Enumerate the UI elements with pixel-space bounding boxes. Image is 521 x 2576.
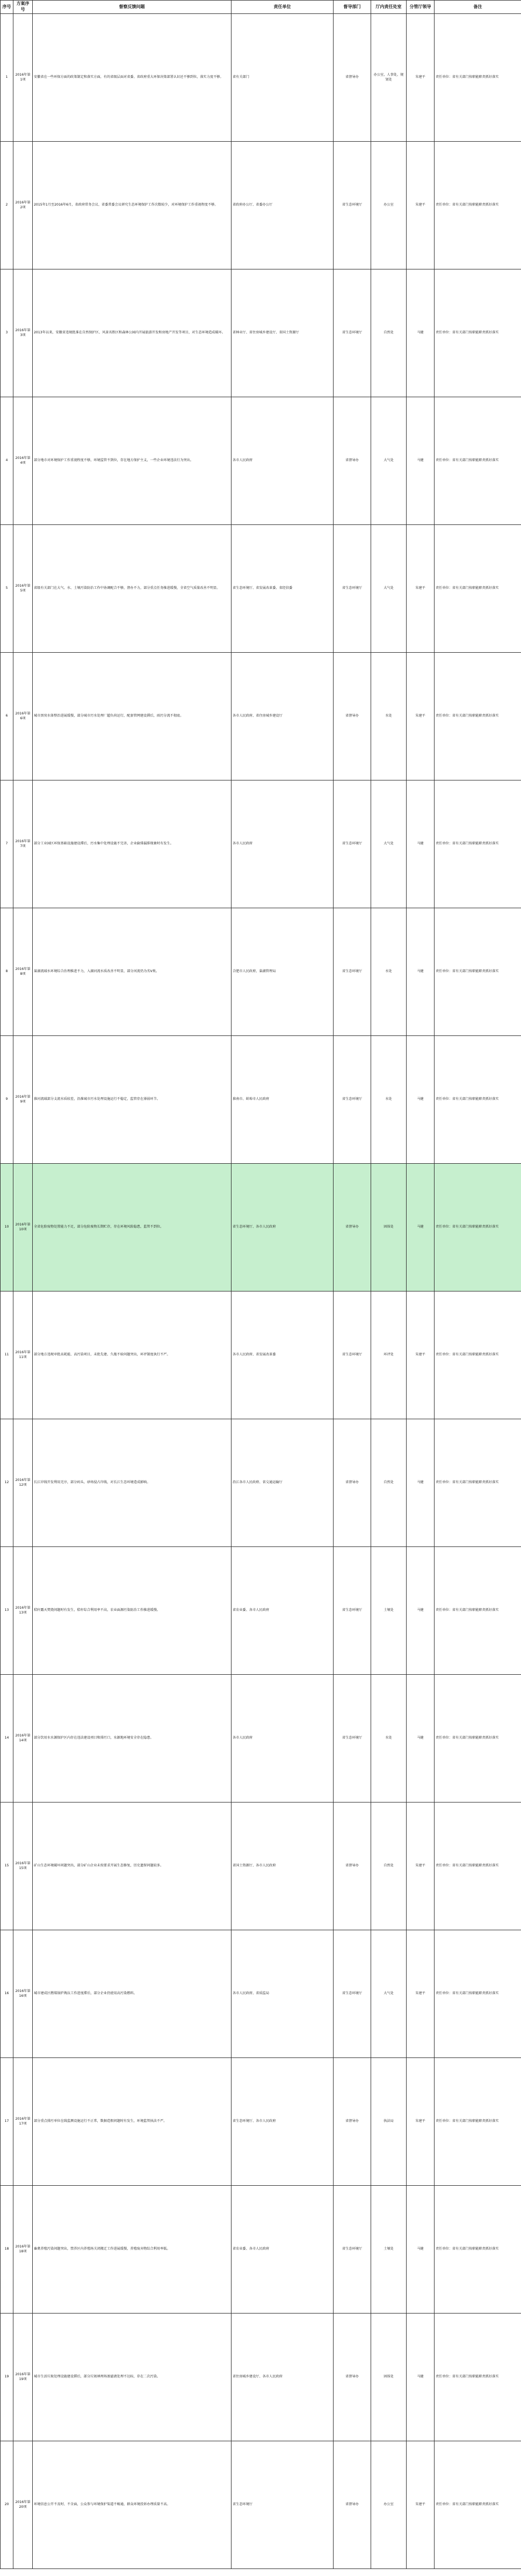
cell-office: 固体处 <box>371 1164 407 1291</box>
cell-responsible-unit: 省生态环境厅、各市人民政府 <box>231 2058 334 2186</box>
cell-leader: 马健 <box>407 2186 435 2314</box>
cell-leader: 朱建平 <box>407 14 435 142</box>
cell-responsible-unit: 省农业委、各市人民政府 <box>231 1547 334 1675</box>
cell-issue: 部分地市对环境保护工作重视程度不够，环境监管不到位，存在地方保护主义，一些企业环境违法行为突出。 <box>33 397 231 525</box>
cell-remark: 责任单位：省有关部门按职能职责抓好落实 <box>435 2441 521 2569</box>
cell-seq: 17 <box>1 2058 13 2186</box>
cell-plan-no: 2016年第18项 <box>13 2186 33 2314</box>
table-row <box>1 1164 521 1291</box>
header-office: 厅内责任处室 <box>371 1 407 14</box>
cell-remark: 责任单位：省有关部门按职能职责抓好落实 <box>435 1930 521 2058</box>
table-row <box>1 908 521 1036</box>
cell-leader: 朱建平 <box>407 1803 435 1930</box>
cell-leader: 朱建平 <box>407 2058 435 2186</box>
cell-plan-no: 2016年第16项 <box>13 1930 33 2058</box>
cell-issue: 部分饮用水水源保护区内存在违法建设项目和排污口，水源地环境安全存在隐患。 <box>33 1675 231 1803</box>
table-row <box>1 2186 521 2314</box>
cell-issue: 部分地方违规审批高耗能、高污染项目，未批先建、久拖不验问题突出，环评制度执行不严。 <box>33 1291 231 1419</box>
cell-seq: 9 <box>1 1036 13 1164</box>
cell-remark: 责任单位：省有关部门按职能职责抓好落实 <box>435 2186 521 2314</box>
cell-supervising-dept: 省生态环境厅 <box>334 1930 371 2058</box>
cell-office: 水处 <box>371 1036 407 1164</box>
cell-office: 水处 <box>371 908 407 1036</box>
cell-leader: 马健 <box>407 1675 435 1803</box>
header-leader: 分管厅领导 <box>407 1 435 14</box>
table-row <box>1 2314 521 2441</box>
cell-responsible-unit: 各市人民政府、省质监局 <box>231 1930 334 2058</box>
cell-seq: 15 <box>1 1803 13 1930</box>
cell-leader: 朱建平 <box>407 2441 435 2569</box>
cell-leader: 朱建平 <box>407 1291 435 1419</box>
cell-issue: 长江岸线开发利用无序，部分码头、砂场侵占岸线，对长江生态环境造成影响。 <box>33 1419 231 1547</box>
cell-leader: 马健 <box>407 1164 435 1291</box>
cell-supervising-dept: 省督导办 <box>334 14 371 142</box>
header-responsible-unit: 责任单位 <box>231 1 334 14</box>
cell-plan-no: 2016年第5项 <box>13 525 33 653</box>
cell-office: 水处 <box>371 653 407 780</box>
cell-supervising-dept: 省督导办 <box>334 2314 371 2441</box>
cell-remark: 责任单位：省有关部门按职能职责抓好落实 <box>435 2314 521 2441</box>
cell-leader: 马健 <box>407 780 435 908</box>
cell-plan-no: 2016年第12项 <box>13 1419 33 1547</box>
cell-remark: 责任单位：省有关部门按职能职责抓好落实 <box>435 269 521 397</box>
cell-seq: 1 <box>1 14 13 142</box>
cell-office: 办公室 <box>371 142 407 269</box>
header-seq: 序号 <box>1 1 13 14</box>
cell-plan-no: 2016年第4项 <box>13 397 33 525</box>
cell-seq: 20 <box>1 2441 13 2569</box>
cell-leader: 马健 <box>407 269 435 397</box>
cell-responsible-unit: 各市人民政府 <box>231 780 334 908</box>
cell-remark: 责任单位：省有关部门按职能职责抓好落实 <box>435 1419 521 1547</box>
cell-seq: 14 <box>1 1675 13 1803</box>
cell-plan-no: 2016年第19项 <box>13 2314 33 2441</box>
table-row <box>1 142 521 269</box>
cell-responsible-unit: 省林业厅、省住房城乡建设厅、省国土资源厅 <box>231 269 334 397</box>
table-row <box>1 653 521 780</box>
header-remark: 备注 <box>435 1 521 14</box>
cell-supervising-dept: 省督导办 <box>334 653 371 780</box>
cell-issue: 巢湖流域水环境综合治理推进不力，入湖河流水质改善不明显，部分河流仍为劣V类。 <box>33 908 231 1036</box>
cell-plan-no: 2016年第11项 <box>13 1291 33 1419</box>
table-row <box>1 780 521 908</box>
cell-seq: 4 <box>1 397 13 525</box>
cell-issue: 省级有关部门在大气、水、土壤污染防治工作中协调配合不够，督办不力，部分重点任务推进缓慢，全省空气质量改善不明显。 <box>33 525 231 653</box>
cell-plan-no: 2016年第6项 <box>13 653 33 780</box>
table-row <box>1 1675 521 1803</box>
cell-leader: 朱建平 <box>407 525 435 653</box>
cell-leader: 马健 <box>407 908 435 1036</box>
cell-remark: 责任单位：省有关部门按职能职责抓好落实 <box>435 1036 521 1164</box>
cell-supervising-dept: 省生态环境厅 <box>334 1675 371 1803</box>
table-row <box>1 397 521 525</box>
cell-leader: 朱建平 <box>407 1930 435 2058</box>
cell-issue: 2015年1月至2016年6月，省政府常务会议、省委常委会议研究生态环境保护工作次数较少，对环境保护工作重视程度不够。 <box>33 142 231 269</box>
cell-issue: 淮河流域部分支流水质较差，沿淮城市污水处理设施运行不稳定，监管存在薄弱环节。 <box>33 1036 231 1164</box>
cell-seq: 16 <box>1 1930 13 2058</box>
cell-office: 大气处 <box>371 780 407 908</box>
cell-responsible-unit: 各市人民政府、省住房城乡建设厅 <box>231 653 334 780</box>
table-row <box>1 1291 521 1419</box>
cell-plan-no: 2016年第14项 <box>13 1675 33 1803</box>
cell-remark: 责任单位：省有关部门按职能职责抓好落实 <box>435 142 521 269</box>
cell-responsible-unit: 各市人民政府 <box>231 1675 334 1803</box>
cell-seq: 12 <box>1 1419 13 1547</box>
cell-plan-no: 2016年第20项 <box>13 2441 33 2569</box>
cell-plan-no: 2016年第1项 <box>13 14 33 142</box>
cell-seq: 19 <box>1 2314 13 2441</box>
table-row <box>1 1803 521 1930</box>
cell-leader: 马健 <box>407 2314 435 2441</box>
cell-office: 大气处 <box>371 1930 407 2058</box>
cell-supervising-dept: 省督导办 <box>334 2441 371 2569</box>
cell-responsible-unit: 省政府办公厅、省委办公厅 <box>231 142 334 269</box>
table-row <box>1 525 521 653</box>
cell-issue: 秸秆露天焚烧问题时有发生，秸秆综合利用率不高，农业面源污染防治工作推进缓慢。 <box>33 1547 231 1675</box>
cell-plan-no: 2016年第13项 <box>13 1547 33 1675</box>
cell-seq: 8 <box>1 908 13 1036</box>
cell-seq: 3 <box>1 269 13 397</box>
cell-plan-no: 2016年第15项 <box>13 1803 33 1930</box>
cell-supervising-dept: 省督导办 <box>334 1419 371 1547</box>
cell-responsible-unit: 各市人民政府、省发展改革委 <box>231 1291 334 1419</box>
cell-office: 自然处 <box>371 1803 407 1930</box>
header-supervising-dept: 督导部门 <box>334 1 371 14</box>
cell-remark: 责任单位：省有关部门按职能职责抓好落实 <box>435 1291 521 1419</box>
cell-remark: 责任单位：省有关部门按职能职责抓好落实 <box>435 14 521 142</box>
cell-supervising-dept: 省生态环境厅 <box>334 525 371 653</box>
cell-office: 办公室 <box>371 2441 407 2569</box>
cell-office: 土壤处 <box>371 2186 407 2314</box>
cell-plan-no: 2016年第2项 <box>13 142 33 269</box>
cell-responsible-unit: 淮南市、蚌埠市人民政府 <box>231 1036 334 1164</box>
cell-responsible-unit: 沿江各市人民政府、省交通运输厅 <box>231 1419 334 1547</box>
cell-plan-no: 2016年第10项 <box>13 1164 33 1291</box>
cell-issue: 城市建成区燃煤锅炉淘汰工作进度滞后，部分企业仍使用高污染燃料。 <box>33 1930 231 2058</box>
cell-leader: 马健 <box>407 1036 435 1164</box>
header-issue: 督察反馈问题 <box>33 1 231 14</box>
cell-seq: 2 <box>1 142 13 269</box>
table-body <box>1 14 521 2569</box>
cell-plan-no: 2016年第17项 <box>13 2058 33 2186</box>
cell-seq: 7 <box>1 780 13 908</box>
cell-office: 自然处 <box>371 269 407 397</box>
cell-remark: 责任单位：省有关部门按职能职责抓好落实 <box>435 1675 521 1803</box>
table-header-row <box>1 1 521 14</box>
cell-remark: 责任单位：省有关部门按职能职责抓好落实 <box>435 1164 521 1291</box>
cell-remark: 责任单位：省有关部门按职能职责抓好落实 <box>435 397 521 525</box>
cell-plan-no: 2016年第8项 <box>13 908 33 1036</box>
cell-remark: 责任单位：省有关部门按职能职责抓好落实 <box>435 1547 521 1675</box>
cell-responsible-unit: 省生态环境厅 <box>231 2441 334 2569</box>
table-row <box>1 1036 521 1164</box>
cell-supervising-dept: 省督导办 <box>334 1803 371 1930</box>
cell-remark: 责任单位：省有关部门按职能职责抓好落实 <box>435 525 521 653</box>
cell-responsible-unit: 省生态环境厅、各市人民政府 <box>231 1164 334 1291</box>
cell-plan-no: 2016年第3项 <box>13 269 33 397</box>
cell-supervising-dept: 省生态环境厅 <box>334 1547 371 1675</box>
table-row <box>1 269 521 397</box>
cell-responsible-unit: 省有关部门 <box>231 14 334 142</box>
cell-seq: 6 <box>1 653 13 780</box>
cell-remark: 责任单位：省有关部门按职能职责抓好落实 <box>435 653 521 780</box>
cell-supervising-dept: 省生态环境厅 <box>334 2186 371 2314</box>
cell-office: 固体处 <box>371 2314 407 2441</box>
cell-responsible-unit: 省国土资源厅、各市人民政府 <box>231 1803 334 1930</box>
cell-supervising-dept: 省生态环境厅 <box>334 780 371 908</box>
cell-seq: 5 <box>1 525 13 653</box>
cell-plan-no: 2016年第9项 <box>13 1036 33 1164</box>
cell-leader: 马健 <box>407 1419 435 1547</box>
cell-responsible-unit: 省生态环境厅、省发展改革委、省经信委 <box>231 525 334 653</box>
table-row <box>1 2441 521 2569</box>
cell-office: 大气处 <box>371 525 407 653</box>
cell-issue: 环境信息公开不及时、不全面，公众参与环境保护渠道不畅通，群众环境投诉办理质量不高。 <box>33 2441 231 2569</box>
cell-plan-no: 2016年第7项 <box>13 780 33 908</box>
table-row <box>1 1419 521 1547</box>
cell-leader: 朱建平 <box>407 653 435 780</box>
cell-remark: 责任单位：省有关部门按职能职责抓好落实 <box>435 1803 521 1930</box>
cell-office: 执法局 <box>371 2058 407 2186</box>
cell-supervising-dept: 省生态环境厅 <box>334 1036 371 1164</box>
cell-issue: 城市黑臭水体整治进展缓慢，部分城市污水处理厂超负荷运行，配套管网建设滞后，雨污分流不彻底。 <box>33 653 231 780</box>
table-row <box>1 1930 521 2058</box>
cell-issue: 矿山生态环境破坏问题突出，部分矿山企业未按要求开展生态修复，历史遗留问题较多。 <box>33 1803 231 1930</box>
cell-seq: 11 <box>1 1291 13 1419</box>
cell-issue: 2013年以来，安徽省违规批准在自然保护区、风景名胜区和森林公园内开展旅游开发和房地产开发等项目，对生态环境造成破坏。 <box>33 269 231 397</box>
cell-supervising-dept: 省生态环境厅 <box>334 269 371 397</box>
cell-office: 水处 <box>371 1675 407 1803</box>
cell-issue: 畜禽养殖污染问题突出，禁养区内养殖场关闭搬迁工作进展缓慢，养殖废弃物综合利用率低。 <box>33 2186 231 2314</box>
cell-seq: 13 <box>1 1547 13 1675</box>
cell-issue: 部分重点排污单位在线监测设施运行不正常，数据造假问题时有发生，环境监管执法不严。 <box>33 2058 231 2186</box>
cell-leader: 马健 <box>407 1547 435 1675</box>
cell-issue: 安徽省在一些环保方面的政策制定和落实方面，有的省级层面对省委、省政府重大环保决策部署认识还不够到位，落实力度不够。 <box>33 14 231 142</box>
cell-office: 环评处 <box>371 1291 407 1419</box>
cell-supervising-dept: 省督导办 <box>334 2058 371 2186</box>
cell-supervising-dept: 省生态环境厅 <box>334 1291 371 1419</box>
cell-remark: 责任单位：省有关部门按职能职责抓好落实 <box>435 780 521 908</box>
cell-issue: 部分工业园区环保基础设施建设滞后，污水集中处理设施不完善，企业偷排漏排现象时有发生。 <box>33 780 231 908</box>
cell-responsible-unit: 各市人民政府 <box>231 397 334 525</box>
cell-remark: 责任单位：省有关部门按职能职责抓好落实 <box>435 908 521 1036</box>
cell-seq: 10 <box>1 1164 13 1291</box>
cell-supervising-dept: 省督导办 <box>334 1164 371 1291</box>
cell-supervising-dept: 省督导办 <box>334 397 371 525</box>
cell-seq: 18 <box>1 2186 13 2314</box>
cell-leader: 朱建平 <box>407 142 435 269</box>
cell-office: 办公室，人事处，规划处 <box>371 14 407 142</box>
cell-leader: 马健 <box>407 397 435 525</box>
cell-responsible-unit: 合肥市人民政府、巢湖管理局 <box>231 908 334 1036</box>
cell-office: 自然处 <box>371 1419 407 1547</box>
cell-office: 土壤处 <box>371 1547 407 1675</box>
table-row <box>1 14 521 142</box>
table-row <box>1 2058 521 2186</box>
cell-supervising-dept: 省生态环境厅 <box>334 908 371 1036</box>
cell-responsible-unit: 省农业委、各市人民政府 <box>231 2186 334 2314</box>
cell-issue: 全省危险废物处置能力不足，部分危险废物长期贮存，存在环境风险隐患，监管不到位。 <box>33 1164 231 1291</box>
cell-supervising-dept: 省生态环境厅 <box>334 142 371 269</box>
header-plan-no: 方案序号 <box>13 1 33 14</box>
table-row <box>1 1547 521 1675</box>
cell-issue: 城市生活垃圾处理设施建设滞后，部分垃圾填埋场渗滤液处理不达标，存在二次污染。 <box>33 2314 231 2441</box>
cell-office: 大气处 <box>371 397 407 525</box>
cell-remark: 责任单位：省有关部门按职能职责抓好落实 <box>435 2058 521 2186</box>
cell-responsible-unit: 省住房城乡建设厅、各市人民政府 <box>231 2314 334 2441</box>
